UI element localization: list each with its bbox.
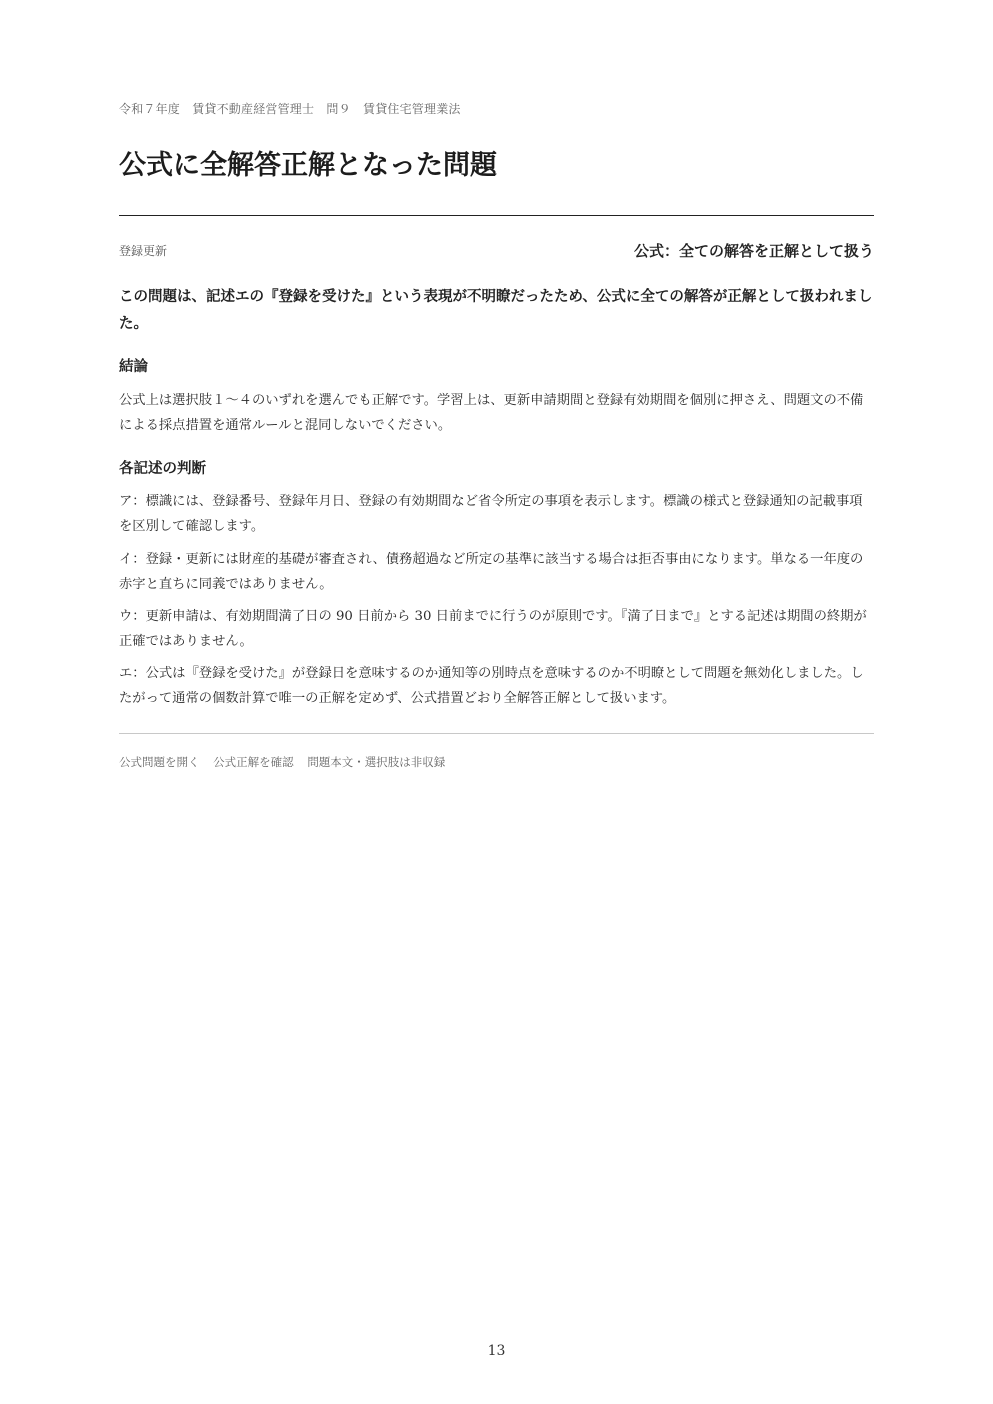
check-official-answer-link[interactable]: 公式正解を確認 [213, 755, 294, 769]
conclusion-heading: 結論 [119, 358, 148, 375]
judgment-item-u: ウ：更新申請は、有効期間満了日の 90 日前から 30 日前までに行うのが原則です。『満了日まで』とする記述は期間の終期が正確ではありません。 [119, 609, 867, 649]
judgment-item-e: エ：公式は『登録を受けた』が登録日を意味するのか通知等の別時点を意味するのか不明瞭として問題を無効化しました。したがって通常の個数計算で唯一の正解を定めず、公式措置どおり全解答正解として扱います。 [119, 666, 864, 706]
footer-divider [119, 733, 874, 734]
page-title: 公式に全解答正解となった問題 [119, 150, 497, 181]
title-divider [119, 215, 874, 216]
topic-label: 登録更新 [119, 244, 168, 258]
conclusion-text: 公式上は選択肢１〜４のいずれを選んでも正解です。学習上は、更新申請期間と登録有効期間を個別に押さえ、問題文の不備による採点措置を通常ルールと混同しないでください。 [119, 393, 864, 433]
exclusion-note: 問題本文・選択肢は非収録 [307, 755, 446, 769]
open-official-question-link[interactable]: 公式問題を開く [119, 755, 200, 769]
lead-summary: この問題は、記述エの『登録を受けた』という表現が不明瞭だったため、公式に全ての解答が正解として扱われました。 [119, 288, 873, 332]
official-status: 公式：全ての解答を正解として扱う [633, 242, 874, 260]
judgments-heading: 各記述の判断 [119, 460, 206, 477]
page-number: 13 [487, 1343, 506, 1359]
breadcrumb: 令和７年度 賃貸不動産経営管理士 問９ 賃貸住宅管理業法 [119, 102, 461, 116]
footer-links [119, 754, 455, 770]
judgment-item-a: ア：標識には、登録番号、登録年月日、登録の有効期間など省令所定の事項を表示します。標識の様式と登録通知の記載事項を区別して確認します。 [119, 494, 863, 534]
meta-row [119, 240, 874, 262]
judgment-item-i: イ：登録・更新には財産的基礎が審査され、債務超過など所定の基準に該当する場合は拒否事由になります。単なる一年度の赤字と直ちに同義ではありません。 [119, 552, 864, 592]
